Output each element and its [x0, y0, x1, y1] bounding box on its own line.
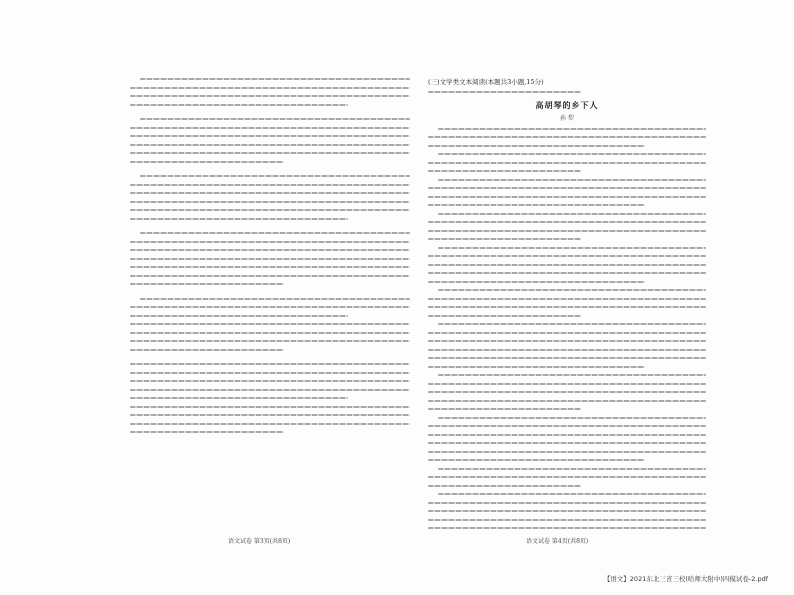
right-page-footer: 语文试卷 第4页(共8页): [526, 538, 589, 545]
body-text-placeholder: [130, 78, 410, 433]
left-page-footer: 语文试卷 第3页(共8页): [228, 538, 291, 545]
right-page: [428, 78, 706, 548]
section-title: (三)文学类文本阅读(本题共3小题,15分): [428, 78, 544, 86]
story-author: 孙 犁: [560, 114, 574, 122]
body-text-placeholder: [428, 128, 706, 530]
left-page: [130, 78, 410, 548]
file-caption: 【语文】2021东北三省三校(哈师大附中)四模试卷-2.pdf: [603, 575, 768, 583]
story-title: 高胡琴的乡下人: [535, 99, 599, 110]
